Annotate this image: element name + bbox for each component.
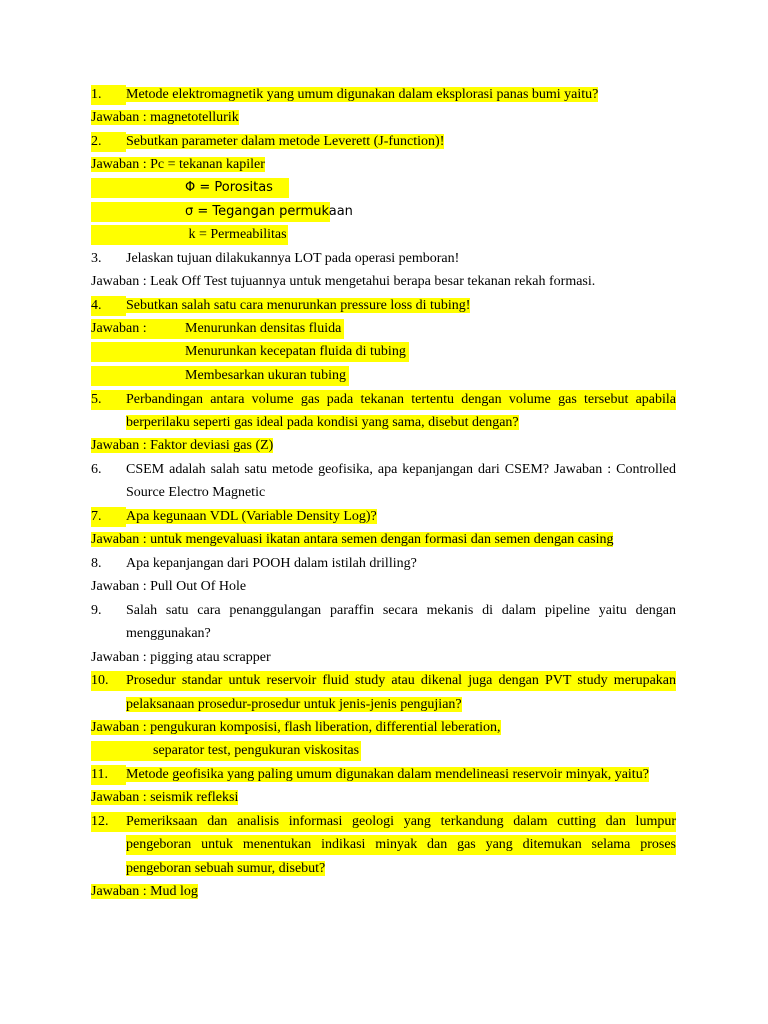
question-text: CSEM adalah salah satu metode geofisika, apa kepanjangan dari CSEM? Jawaban : Controlled — [126, 462, 676, 477]
answer-text: Jawaban : pengukuran komposisi, flash liberation, differential leberation, — [91, 720, 501, 735]
question-number: 11. — [91, 765, 126, 785]
answer-text: Jawaban : pigging atau scrapper — [91, 650, 271, 665]
question-text: Apa kegunaan VDL (Variable Density Log)? — [126, 509, 377, 524]
question-number: 1. — [91, 85, 126, 105]
question-text: pengeboran sebuah sumur, disebut? — [126, 861, 326, 876]
question-number: 6. — [91, 462, 102, 477]
question-text: Sebutkan parameter dalam metode Leverett (J-function)! — [126, 134, 445, 149]
answer-text: Jawaban : Pull Out Of Hole — [91, 579, 247, 594]
answer-text: Jawaban : Leak Off Test tujuannya untuk mengetahui berapa besar tekanan rekah formasi. — [91, 274, 596, 289]
question-number: 4. — [91, 296, 126, 316]
answer-text: Jawaban : seismik refleksi — [91, 790, 239, 805]
question-text: Metode elektromagnetik yang umum digunakan dalam eksplorasi panas bumi yaitu? — [126, 87, 599, 102]
answer-item: Menurunkan densitas fluida — [185, 321, 342, 336]
question-text: Sebutkan salah satu cara menurunkan pressure loss di tubing! — [126, 298, 471, 313]
question-text: menggunakan? — [126, 626, 211, 641]
answer-item: Membesarkan ukuran tubing — [185, 368, 346, 383]
answer-text: Jawaban : Pc = tekanan kapiler — [91, 157, 265, 172]
question-text: pengeboran untuk menentukan indikasi minyak dan gas yang ditemukan selama proses — [126, 835, 676, 855]
question-text: berperilaku seperti gas ideal pada kondisi yang sama, disebut dengan? — [126, 415, 519, 430]
answer-text: Jawaban : magnetotellurik — [91, 110, 239, 125]
answer-label: Jawaban : — [91, 321, 147, 336]
answer-item: Φ = Porositas — [185, 180, 273, 195]
question-text: pelaksanaan prosedur-prosedur untuk jenis-jenis pengujian? — [126, 697, 462, 712]
answer-item: k = Permeabilitas — [185, 227, 287, 242]
question-text: Jelaskan tujuan dilakukannya LOT pada operasi pemboran! — [126, 251, 460, 266]
question-number: 5. — [91, 390, 126, 410]
question-text: Perbandingan antara volume gas pada tekanan tertentu dengan volume gas tersebut apabila — [126, 390, 676, 410]
question-number: 2. — [91, 132, 126, 152]
question-text: Apa kepanjangan dari POOH dalam istilah drilling? — [126, 556, 417, 571]
question-number: 9. — [91, 603, 102, 618]
question-text: Salah satu cara penanggulangan paraffin secara mekanis di dalam pipeline yaitu dengan — [126, 603, 676, 618]
question-text: Metode geofisika yang paling umum digunakan dalam mendelineasi reservoir minyak, yaitu? — [126, 767, 649, 782]
question-text: Prosedur standar untuk reservoir fluid study atau dikenal juga dengan PVT study merupakan — [126, 671, 676, 691]
question-number: 8. — [91, 556, 102, 571]
question-number: 12. — [91, 812, 126, 832]
answer-item: σ = Tegangan permukaan — [185, 204, 353, 219]
question-number: 10. — [91, 671, 126, 691]
question-text: Pemeriksaan dan analisis informasi geologi yang terkandung dalam cutting dan lumpur — [126, 812, 676, 832]
question-number: 3. — [91, 251, 102, 266]
answer-item: Menurunkan kecepatan fluida di tubing — [185, 344, 406, 359]
question-text: Source Electro Magnetic — [126, 485, 266, 500]
answer-text: Jawaban : Mud log — [91, 884, 198, 899]
answer-text: Jawaban : untuk mengevaluasi ikatan antara semen dengan formasi dan semen dengan casing — [91, 532, 614, 547]
question-number: 7. — [91, 507, 126, 527]
answer-text: separator test, pengukuran viskositas — [153, 743, 360, 758]
answer-text: Jawaban : Faktor deviasi gas (Z) — [91, 438, 274, 453]
